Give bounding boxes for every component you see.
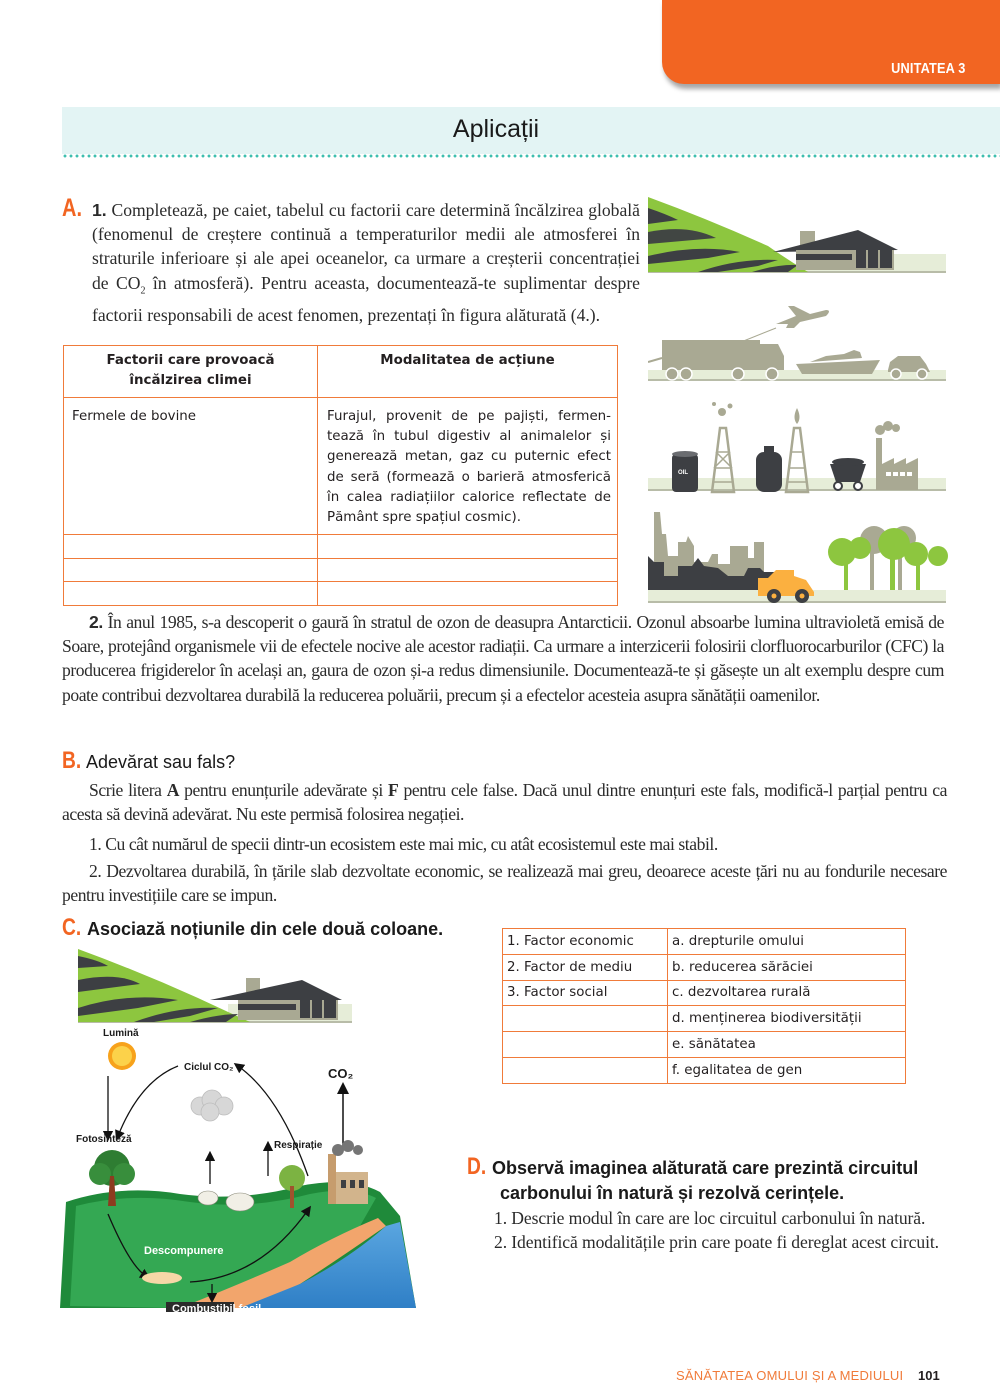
section-d-heading: [467, 1154, 957, 1206]
task-a2-text: [62, 610, 944, 707]
section-b-statements: [62, 832, 947, 908]
instr-text: Scrie litera: [89, 780, 167, 800]
fossil-fuels-illustration: [648, 392, 948, 494]
section-d-title-line1: Observă imaginea alăturată care prezintă circuitul: [492, 1158, 919, 1178]
table-row: [503, 954, 906, 980]
label-co2: CO₂: [328, 1066, 354, 1081]
instr-text: pentru cele false. Dacă unul dintre enunțuri este fals, modifică-l parțial pentru ca acesta să devină adevărat. Nu este permisă folosirea negației.: [62, 780, 947, 825]
table-cell[interactable]: [318, 582, 618, 606]
section-b-instructions: [62, 778, 947, 826]
section-d-letter: D.: [467, 1153, 487, 1180]
table-cell: e. sănătatea: [668, 1032, 906, 1058]
task-item: 1. Descrie modul în care are loc circuitul carbonului în natură.: [494, 1208, 926, 1228]
table-cell: d. menținerea biodiversității: [668, 1006, 906, 1032]
table-row: [64, 535, 618, 559]
statement-item: 1. Cu cât numărul de specii dintr-un ecosistem este mai mic, cu atât ecosistemul este mai stabil.: [89, 834, 718, 854]
task-a2-number: 2.: [89, 612, 103, 632]
section-b-letter: B.: [62, 747, 82, 774]
page-number: 101: [918, 1368, 940, 1383]
transport-illustration: [648, 292, 948, 384]
instr-false-letter: F: [388, 780, 399, 800]
table-cell: [503, 1032, 668, 1058]
task-a2-body: În anul 1985, s-a descoperit o gaură în stratul de ozon de deasupra Antarcticii. Ozonul absoarbe lumina ultravioletă emisă de Soare, protejând organismele vii de efectele nocive ale acestor radiații. Ca urmare a interzicerii folosirii clorfluorocarburilor (CFC) la producerea frigiderelor în același an, gaura de ozon și-a redus dimensiunile. Documentează-te și găsește un alt exemplu despre cum poate contribui dezvoltarea durabilă la reducerea poluării, precum și a efectelor acesteia asupra sănătății oamenilor.: [62, 612, 944, 705]
label-light: Lumină: [103, 1028, 139, 1039]
task-a1-body: Completează, pe caiet, tabelul cu factorii care determină încălzirea globală (fenomenul de creștere continuă a temperaturilor medii ale atmosferei în straturile inferioare și ale apei oceanelor, ca urmare a creșterii concentrației de CO: [92, 200, 640, 293]
dead-animal-icon: [142, 1272, 182, 1284]
task-a1-body-cont: în atmosferă). Pentru aceasta, documentează-te suplimentar despre factorii responsabili de acest fenomen, prezentați în figura alăturată (4.).: [92, 272, 640, 326]
table-cell: 3. Factor social: [503, 980, 668, 1006]
section-b-title: Adevărat sau fals?: [86, 752, 236, 772]
factory-icon: [328, 1140, 368, 1204]
label-co2-cycle: Ciclul CO₂: [184, 1062, 234, 1073]
label-respiration: Respirație: [274, 1140, 323, 1151]
table-header-row: [64, 346, 618, 398]
page-title: Aplicații: [452, 115, 540, 143]
label-photosynthesis: Fotosinteză: [76, 1134, 132, 1145]
table-cell: Fermele de bovine: [64, 398, 318, 535]
task-a1-number: 1.: [92, 200, 107, 220]
table-row: [503, 929, 906, 955]
table-header-factors: Factorii care provoacă încălzirea climei: [64, 346, 318, 398]
table-row: [503, 1057, 906, 1083]
section-a-letter: A.: [62, 194, 82, 222]
table-row: [503, 980, 906, 1006]
table-cell: a. drepturile omului: [668, 929, 906, 955]
table-row: [64, 558, 618, 582]
title-band: [62, 107, 1000, 154]
label-fossil-fuel: Combustibil fosil: [172, 1303, 262, 1315]
table-row: [503, 1032, 906, 1058]
table-header-action: Modalitatea de acțiune: [318, 346, 618, 398]
farm-illustration-c: [78, 946, 354, 1026]
co2-subscript: 2: [140, 285, 146, 297]
table-cell[interactable]: [64, 582, 318, 606]
table-cell[interactable]: [64, 535, 318, 559]
table-cell: Furajul, provenit de pe pajiști, fermen-tează în tubul digestiv al animalelor și generează metan, gaz cu puternic efect de seră (formează o barieră atmosferică în calea radiațiilor calorice reflectate de Pământ spre spațiul cosmic).: [318, 398, 618, 535]
task-item: 2. Identifică modalitățile prin care poate fi dereglat acest circuit.: [494, 1232, 939, 1253]
climate-factors-table: [63, 345, 618, 606]
unit-label: UNITATEA 3: [891, 60, 966, 77]
table-cell: f. egalitatea de gen: [668, 1057, 906, 1083]
carbon-cycle-diagram: [60, 1026, 460, 1326]
section-b-heading: [62, 747, 235, 775]
table-cell: b. reducerea sărăciei: [668, 954, 906, 980]
table-cell[interactable]: [318, 535, 618, 559]
label-decomposition: Descompunere: [144, 1245, 224, 1257]
sun-icon: [108, 1042, 136, 1070]
statement-item: 2. Dezvoltarea durabilă, în țările slab dezvoltate economic, se realizează mai greu, deoarece aceste țări nu au fondurile necesare pentru investițiile care se impun.: [62, 861, 947, 906]
table-cell: 1. Factor economic: [503, 929, 668, 955]
farm-illustration: [648, 194, 948, 276]
task-a1-text: [92, 198, 640, 328]
table-cell[interactable]: [64, 558, 318, 582]
matching-table: [502, 928, 906, 1084]
unit-tab: [662, 0, 1000, 84]
title-divider: [62, 154, 1000, 158]
instr-text: pentru enunțurile adevărate și: [178, 780, 389, 800]
table-row: [503, 1006, 906, 1032]
footer-book-title: SĂNĂTATEA OMULUI ȘI A MEDIULUI: [676, 1368, 904, 1383]
cloud-icon: [191, 1090, 233, 1121]
section-c-heading: [62, 914, 443, 942]
table-cell[interactable]: [318, 558, 618, 582]
instr-true-letter: A: [166, 780, 179, 800]
section-d-title-line2: carbonului în natură și rezolvă cerințele.: [500, 1183, 845, 1203]
deforestation-illustration: [648, 506, 948, 606]
table-cell: [503, 1006, 668, 1032]
section-d-tasks: [467, 1206, 943, 1254]
table-cell: 2. Factor de mediu: [503, 954, 668, 980]
table-cell: [503, 1057, 668, 1083]
section-c-letter: C.: [62, 914, 82, 941]
table-row: [64, 398, 618, 535]
oil-label: OIL: [678, 470, 688, 476]
table-row: [64, 582, 618, 606]
section-c-title: Asociază noțiunile din cele două coloane.: [87, 919, 444, 939]
table-cell: c. dezvoltarea rurală: [668, 980, 906, 1006]
